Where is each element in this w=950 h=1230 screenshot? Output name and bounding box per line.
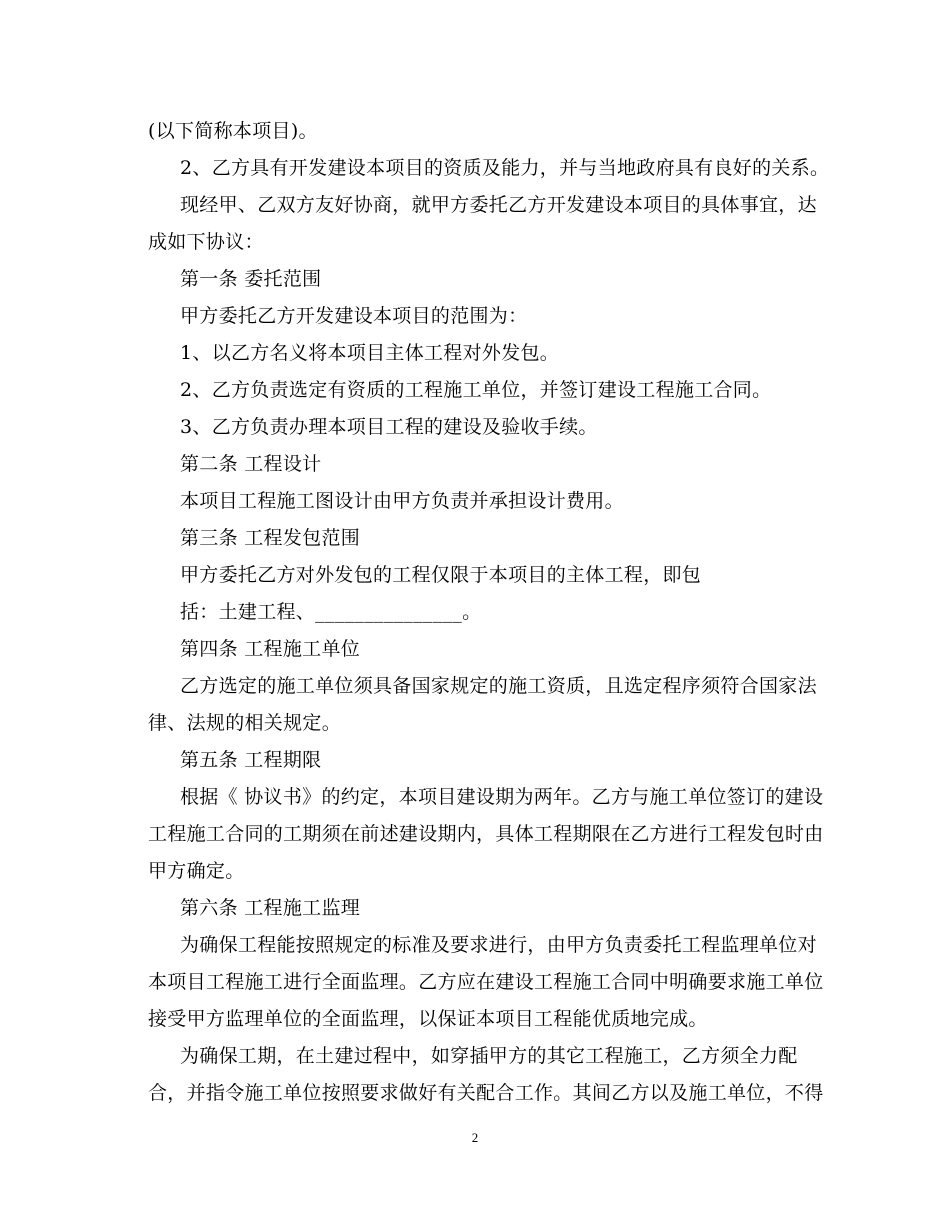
body-line: 成如下协议：: [148, 231, 264, 253]
body-line: 合，并指令施工单位按照要求做好有关配合工作。其间乙方以及施工单位，不得: [148, 1082, 824, 1104]
body-line: 括：土建工程、_______________。: [180, 601, 482, 623]
body-line: 根据《 协议书》的约定，本项目建设期为两年。乙方与施工单位签订的建设: [180, 786, 824, 808]
body-line: 工程施工合同的工期须在前述建设期内，具体工程期限在乙方进行工程发包时由: [148, 823, 824, 845]
article-heading: 第二条 工程设计: [180, 453, 322, 475]
body-line: 2、乙方负责选定有资质的工程施工单位，并签订建设工程施工合同。: [180, 379, 772, 401]
body-line: 接受甲方监理单位的全面监理，以保证本项目工程能优质地完成。: [148, 1008, 708, 1030]
article-heading: 第三条 工程发包范围: [180, 527, 361, 549]
body-line: 律、法规的相关规定。: [148, 712, 342, 734]
document-body: [148, 113, 830, 1112]
article-heading: 第六条 工程施工监理: [180, 897, 361, 919]
body-line: 乙方选定的施工单位须具备国家规定的施工资质，且选定程序须符合国家法: [180, 675, 817, 697]
article-heading: 第五条 工程期限: [180, 749, 322, 771]
page-number: 2: [471, 1130, 479, 1145]
body-line: 为确保工程能按照规定的标准及要求进行，由甲方负责委托工程监理单位对: [180, 934, 817, 956]
body-line: 为确保工期，在土建过程中，如穿插甲方的其它工程施工，乙方须全力配: [180, 1045, 798, 1067]
body-line: 甲方委托乙方开发建设本项目的范围为：: [180, 305, 528, 327]
body-line: 本项目工程施工进行全面监理。乙方应在建设工程施工合同中明确要求施工单位: [148, 971, 824, 993]
body-line: 现经甲、乙双方友好协商，就甲方委托乙方开发建设本项目的具体事宜，达: [180, 194, 817, 216]
article-heading: 第一条 委托范围: [180, 268, 322, 290]
body-line: 本项目工程施工图设计由甲方负责并承担设计费用。: [180, 490, 624, 512]
article-heading: 第四条 工程施工单位: [180, 638, 361, 660]
body-line: 甲方确定。: [148, 860, 245, 882]
body-line: (以下简称本项目)。: [148, 120, 318, 142]
body-line: 2、乙方具有开发建设本项目的资质及能力，并与当地政府具有良好的关系。: [180, 157, 830, 179]
body-line: 甲方委托乙方对外发包的工程仅限于本项目的主体工程，即包: [180, 564, 702, 586]
body-line: 3、乙方负责办理本项目工程的建设及验收手续。: [180, 416, 598, 438]
body-line: 1、以乙方名义将本项目主体工程对外发包。: [180, 342, 560, 364]
